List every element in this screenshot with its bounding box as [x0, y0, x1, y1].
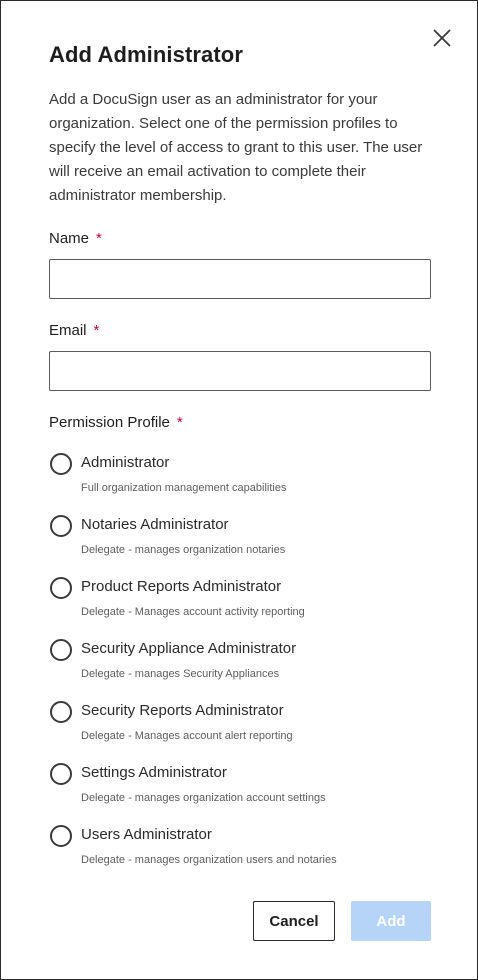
radio-option-description: Delegate - Manages account alert reporting	[81, 730, 293, 742]
email-label-text: Email	[49, 322, 87, 339]
radio-button[interactable]	[50, 825, 72, 847]
add-button[interactable]: Add	[351, 901, 431, 941]
radio-button[interactable]	[50, 515, 72, 537]
radio-option-security-reports-administrator[interactable]	[49, 699, 449, 761]
radio-button[interactable]	[50, 639, 72, 661]
dialog-title: Add Administrator	[49, 42, 243, 67]
radio-option-description: Delegate - manages organization notaries	[81, 544, 286, 556]
name-input[interactable]	[49, 259, 431, 299]
cancel-button[interactable]: Cancel	[253, 901, 335, 941]
permission-profile-label-text: Permission Profile	[49, 414, 170, 431]
close-icon	[433, 29, 451, 47]
radio-option-description: Delegate - manages Security Appliances	[81, 668, 280, 680]
close-button[interactable]	[429, 25, 455, 51]
radio-option-description: Full organization management capabilities	[81, 482, 287, 494]
required-marker: *	[96, 230, 102, 247]
radio-option-users-administrator[interactable]	[49, 823, 449, 885]
radio-option-product-reports-administrator[interactable]	[49, 575, 449, 637]
radio-option-description: Delegate - manages organization users and notaries	[81, 854, 337, 866]
required-marker: *	[93, 322, 100, 339]
radio-option-label: Administrator	[81, 454, 170, 471]
radio-option-security-appliance-administrator[interactable]	[49, 637, 449, 699]
radio-button[interactable]	[50, 701, 72, 723]
permission-profile-label	[49, 414, 183, 431]
radio-option-label: Product Reports Administrator	[81, 578, 282, 595]
radio-button[interactable]	[50, 453, 72, 475]
radio-option-label: Security Appliance Administrator	[81, 640, 297, 657]
email-input[interactable]	[49, 351, 431, 391]
permission-profile-radio-group	[49, 451, 449, 885]
email-label	[49, 322, 99, 339]
required-marker: *	[176, 414, 183, 431]
dialog-description: Add a DocuSign user as an administrator for your organization. Select one of the permission profiles to specify the level of access to grant to this user. The user will receive an email activation to complete their administrator membership.	[49, 91, 423, 204]
name-label	[49, 230, 102, 247]
radio-option-label: Users Administrator	[81, 826, 212, 843]
radio-option-label: Security Reports Administrator	[81, 702, 284, 719]
radio-option-notaries-administrator[interactable]	[49, 513, 449, 575]
radio-button[interactable]	[50, 763, 72, 785]
radio-option-description: Delegate - Manages account activity reporting	[81, 606, 305, 618]
name-label-text: Name	[49, 230, 90, 247]
radio-option-label: Notaries Administrator	[81, 516, 229, 533]
radio-option-description: Delegate - manages organization account settings	[81, 792, 326, 804]
radio-option-administrator[interactable]	[49, 451, 449, 513]
radio-option-settings-administrator[interactable]	[49, 761, 449, 823]
radio-button[interactable]	[50, 577, 72, 599]
radio-option-label: Settings Administrator	[81, 764, 227, 781]
